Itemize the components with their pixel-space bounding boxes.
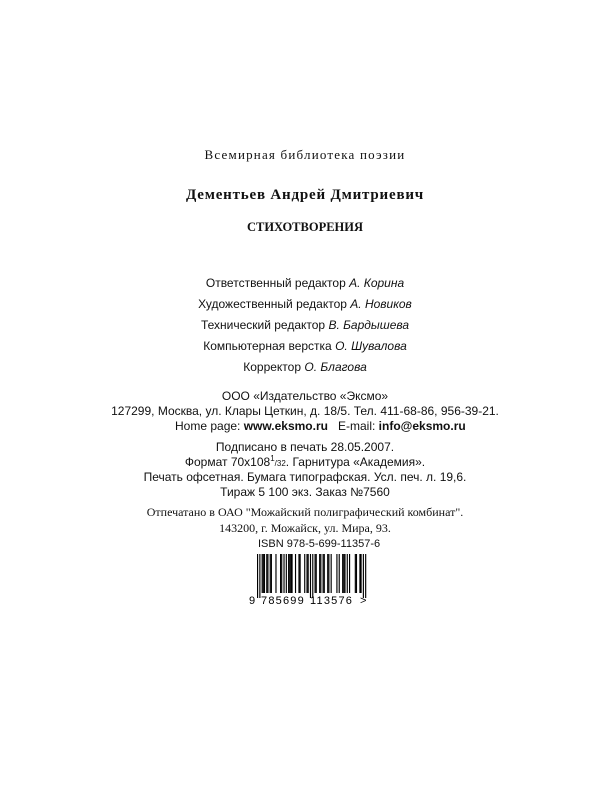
barcode-bar: [356, 554, 357, 593]
credit-person: В. Бардышева: [328, 318, 410, 332]
printer-address: 143200, г. Можайск, ул. Мира, 93.: [219, 521, 391, 535]
barcode-bar: [324, 554, 325, 593]
barcode-digits-left: 785699: [261, 595, 305, 606]
barcode-bar: [280, 554, 281, 593]
format-sub: /32: [274, 459, 286, 468]
barcode-bar: [327, 554, 328, 593]
credit-person: А. Новиков: [350, 297, 412, 311]
print-run: Тираж 5 100 экз. Заказ №7560: [220, 485, 390, 499]
barcode-bar: [347, 554, 348, 593]
barcode-bar: [344, 554, 345, 593]
barcode-bar: [328, 554, 329, 593]
publisher-address: 127299, Москва, ул. Клары Цеткин, д. 18/5. Тел. 411-68-86, 956-39-21.: [111, 404, 499, 418]
barcode-bar: [359, 554, 360, 593]
barcode-bars: [257, 554, 366, 598]
credit-person: О. Шувалова: [335, 339, 407, 353]
barcode-bar: [271, 554, 272, 593]
barcode-bar: [342, 554, 343, 593]
credit-person: О. Благова: [304, 360, 367, 374]
barcode-digit-lead: 9: [249, 595, 256, 606]
barcode-bar: [304, 554, 305, 593]
barcode-bar: [292, 554, 293, 593]
series-name: Всемирная библиотека поэзии: [204, 147, 406, 162]
barcode-bar: [308, 554, 309, 593]
barcode-bar: [266, 554, 267, 593]
barcode-bar: [361, 554, 362, 593]
barcode-digits-right: 113576: [310, 595, 354, 606]
barcode-bar: [315, 554, 316, 593]
barcode-bar: [363, 554, 364, 598]
barcode-bar: [263, 554, 264, 593]
barcode-bar: [310, 554, 311, 598]
print-format: [0, 455, 610, 469]
barcode-bar: [365, 554, 366, 598]
barcode-bar: [320, 554, 321, 593]
format-suffix: . Гарнитура «Академия».: [285, 455, 426, 469]
email-label: E-mail:: [337, 419, 376, 433]
barcode-bar: [289, 554, 290, 593]
credit-role: Корректор: [243, 360, 302, 374]
homepage-link[interactable]: www.eksmo.ru: [243, 419, 328, 433]
email-link[interactable]: info@eksmo.ru: [378, 419, 466, 433]
barcode-bar: [286, 554, 287, 593]
barcode-bar: [323, 554, 324, 593]
barcode-bar: [259, 554, 260, 598]
barcode-bar: [290, 554, 291, 593]
credit-role: Технический редактор: [200, 318, 326, 332]
barcode-bar: [295, 554, 296, 593]
barcode-bar: [283, 554, 284, 593]
format-prefix: Формат 70x108: [184, 455, 271, 469]
barcode-bar: [281, 554, 282, 593]
print-signed: Подписано в печать 28.05.2007.: [215, 440, 395, 454]
barcode-bar: [306, 554, 307, 593]
credit-line: [0, 360, 610, 374]
author-name: Дементьев Андрей Дмитриевич: [185, 187, 425, 203]
isbn-barcode: [248, 554, 378, 606]
credit-person: А. Корина: [349, 276, 405, 290]
barcode-bar: [336, 554, 337, 593]
barcode-bar: [288, 554, 289, 593]
credit-role: Компьютерная верстка: [203, 339, 332, 353]
publisher-web: [175, 419, 466, 433]
barcode-bar: [331, 554, 332, 593]
barcode-bar: [264, 554, 265, 593]
credit-line: [0, 276, 610, 290]
publisher-name: ООО «Издательство «Эксмо»: [221, 389, 389, 403]
barcode-bar: [339, 554, 340, 593]
barcode-bar: [257, 554, 258, 598]
credit-line: [0, 297, 610, 311]
barcode-digit-trail: >: [360, 595, 367, 606]
credit-line: [0, 318, 610, 332]
barcode-bar: [316, 554, 317, 593]
barcode-bar: [262, 554, 263, 593]
printer-line: Отпечатано в ОАО "Можайский полиграфический комбинат".: [146, 505, 464, 519]
credit-role: Художественный редактор: [198, 297, 347, 311]
barcode-bar: [319, 554, 320, 593]
barcode-bar: [300, 554, 301, 593]
barcode-bar: [298, 554, 299, 593]
credit-role: Ответственный редактор: [205, 276, 346, 290]
barcode-bar: [270, 554, 271, 593]
barcode-bar: [355, 554, 356, 593]
print-type: Печать офсетная. Бумага типографская. Усл. печ. л. 19,6.: [143, 470, 467, 484]
barcode-bar: [267, 554, 268, 593]
barcode-bar: [343, 554, 344, 593]
barcode-bar: [275, 554, 276, 593]
book-title: СТИХОТВОРЕНИЯ: [246, 220, 364, 234]
homepage-label: Home page:: [175, 419, 241, 433]
isbn-label: ISBN 978-5-699-11357-6: [258, 538, 381, 550]
format-sup: 1: [270, 454, 275, 463]
barcode-bar: [349, 554, 350, 593]
credit-line: [0, 339, 610, 353]
barcode-bar: [312, 554, 313, 598]
